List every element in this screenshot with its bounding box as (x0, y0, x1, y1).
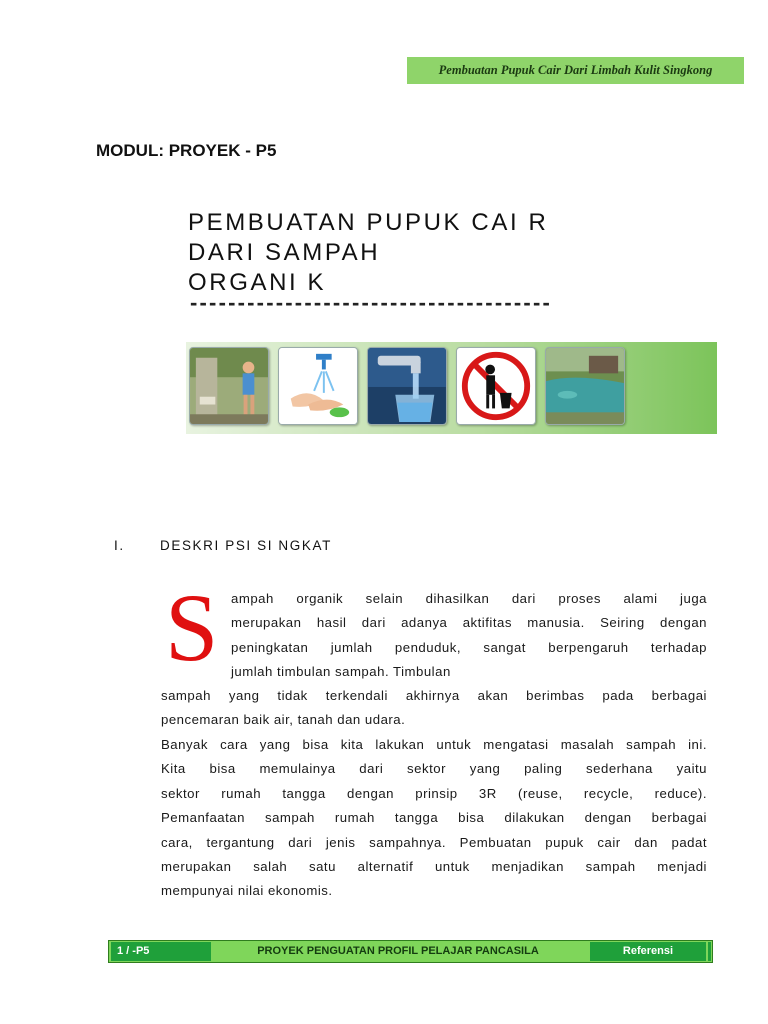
intro-paragraph (231, 587, 707, 685)
paragraph-line: Pemanfaatan sampah rumah tangga bisa dilakukan dengan berbagai (161, 810, 707, 826)
footer-page-number: 1 / -P5 (111, 942, 211, 961)
header-banner-text: Pembuatan Pupuk Cair Dari Limbah Kulit Singkong (438, 63, 713, 77)
drop-cap: S (165, 574, 219, 681)
toilet-photo-icon (189, 347, 269, 425)
paragraph-line: cara, tergantung dari jenis sampahnya. Pembuatan pupuk cair dan padat (161, 834, 707, 850)
footer-bar (108, 940, 713, 963)
paragraph-line: peningkatan jumlah penduduk, sangat berpengaruh terhadap (231, 639, 707, 655)
module-title: MODUL: PROYEK - P5 (96, 141, 277, 160)
paragraph-line: merupakan hasil dari adanya aktifitas manusia. Seiring dengan (231, 615, 707, 631)
paragraph-line: Banyak cara yang bisa kita lakukan untuk mengatasi masalah sampah ini. (161, 737, 707, 752)
paragraph-line: jumlah timbulan sampah. Timbulan (231, 664, 451, 680)
paragraph-line: merupakan salah satu alternatif untuk menjadikan sampah menjadi (161, 859, 707, 875)
paragraph-line: mempunyai nilai ekonomis. (161, 883, 333, 899)
main-title-line: PEMBUATAN PUPUK CAI R (188, 209, 549, 236)
paragraph-line: sektor rumah tangga dengan prinsip 3R (reuse, recycle, reduce). (161, 785, 707, 801)
paragraph-line: Kita bisa memulainya dari sektor yang paling sederhana yaitu (161, 761, 707, 777)
title-underline-dashes: -------------------------------------- (190, 290, 552, 315)
image-strip (186, 342, 717, 434)
paragraph-line: pencemaran baik air, tanah dan udara. (161, 712, 406, 728)
body-paragraph-1 (161, 684, 707, 733)
section-heading (114, 538, 332, 553)
section-number: I. (114, 538, 125, 553)
footer-reference: Referensi (590, 942, 706, 961)
body-paragraph-2 (161, 733, 707, 904)
paragraph-line: ampah organik selain dihasilkan dari proses alami juga (231, 591, 707, 606)
main-title (188, 208, 728, 298)
no-littering-sign-icon (456, 347, 536, 425)
main-title-line: DARI SAMPAH (188, 239, 381, 266)
footer-title: PROYEK PENGUATAN PROFIL PELAJAR PANCASILA (257, 945, 539, 957)
header-banner (407, 57, 744, 84)
polluted-pond-icon (545, 347, 625, 425)
handwashing-icon (278, 347, 358, 425)
section-title: DESKRI PSI SI NGKAT (160, 538, 332, 553)
main-title-line: ORGANI K (188, 269, 327, 296)
paragraph-line: sampah yang tidak terkendali akhirnya akan berimbas pada berbagai (161, 688, 707, 703)
footer-separator (708, 942, 711, 961)
water-tap-glass-icon (367, 347, 447, 425)
